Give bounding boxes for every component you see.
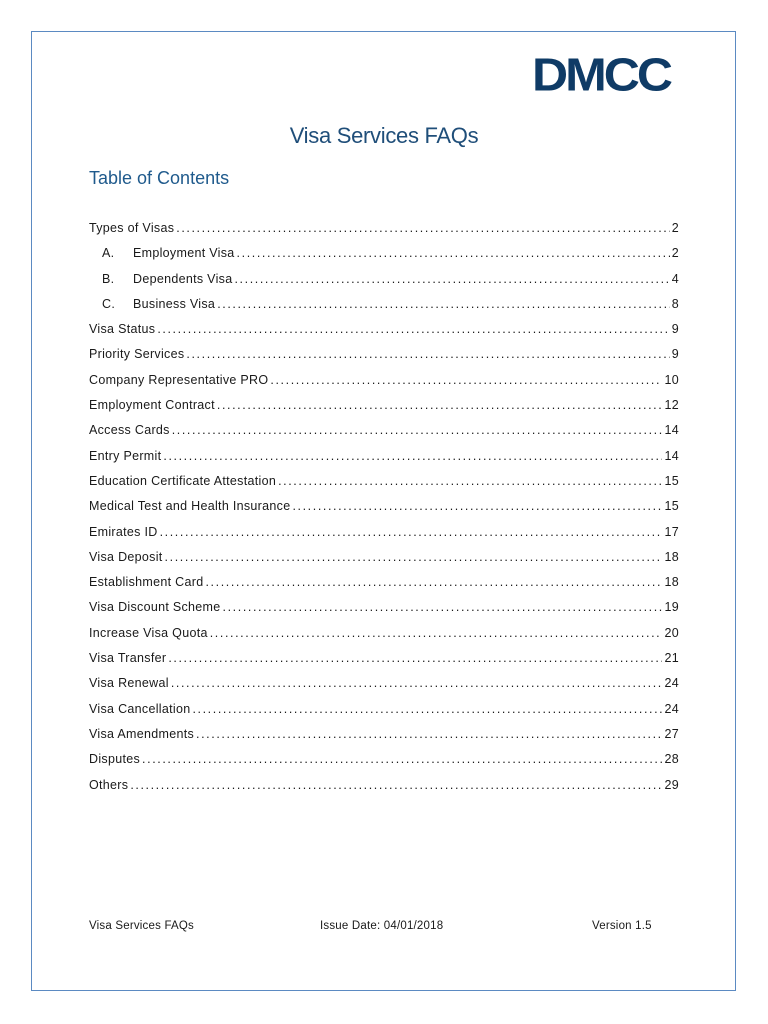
toc-entry-page: 9 [671, 347, 679, 362]
toc-entry[interactable] [89, 651, 679, 676]
toc-entry[interactable] [89, 246, 679, 271]
toc-entry[interactable] [89, 626, 679, 651]
toc-entry[interactable] [89, 676, 679, 701]
toc-entry[interactable] [89, 449, 679, 474]
dmcc-logo: DMCC [532, 49, 670, 101]
toc-entry-text: Visa Status [89, 322, 156, 337]
toc-entry[interactable] [89, 423, 679, 448]
toc-dot-leader [196, 727, 662, 741]
toc-entry[interactable] [89, 272, 679, 297]
toc-entry-label [89, 499, 290, 513]
toc-entry-letter: C. [102, 296, 116, 311]
toc-dot-leader [270, 373, 662, 387]
toc-entry-text: Priority Services [89, 347, 185, 362]
toc-entry[interactable] [89, 550, 679, 575]
toc-entry-text: Disputes [89, 752, 141, 767]
toc-entry-page: 20 [664, 625, 679, 640]
toc-entry-text: Employment Contract [89, 398, 215, 413]
toc-entry[interactable] [89, 525, 679, 550]
toc-entry-page: 8 [671, 296, 679, 311]
toc-dot-leader [160, 525, 663, 539]
toc-entry-label [89, 272, 232, 286]
toc-dot-leader [192, 702, 662, 716]
toc-entry[interactable] [89, 727, 679, 752]
toc-entry-text: Visa Renewal [89, 676, 169, 691]
toc-entry-page: 2 [671, 221, 679, 235]
toc-entry-text: Visa Deposit [89, 549, 163, 564]
toc-dot-leader [278, 474, 662, 488]
toc-entry-label [89, 347, 184, 361]
toc-entry-label [89, 474, 276, 488]
toc-entry[interactable] [89, 575, 679, 600]
toc-entry[interactable] [89, 600, 679, 625]
toc-entry-text: Company Representative PRO [89, 372, 269, 387]
toc-entry-label [89, 525, 158, 539]
toc-entry-page: 21 [664, 651, 679, 666]
toc-entry-page: 2 [671, 246, 679, 261]
toc-entry[interactable] [89, 752, 679, 777]
toc-entry-page: 24 [664, 676, 679, 691]
toc-entry-letter: B. [102, 271, 115, 286]
toc-entry-page: 4 [671, 271, 679, 286]
toc-entry-text: Emirates ID [89, 524, 158, 539]
toc-entry-label [89, 727, 194, 741]
toc-dot-leader [217, 398, 663, 412]
toc-entry[interactable] [89, 322, 679, 347]
toc-entry-page: 19 [664, 600, 679, 615]
toc-entry-page: 24 [664, 701, 679, 716]
toc-dot-leader [142, 752, 662, 766]
toc-entry-label [89, 626, 208, 640]
toc-heading: Table of Contents [89, 168, 230, 188]
toc-entry-text: Access Cards [89, 423, 170, 438]
toc-entry[interactable] [89, 499, 679, 524]
toc-dot-leader [176, 221, 669, 235]
toc-entry-page: 18 [664, 549, 679, 564]
toc-entry-page: 15 [664, 473, 679, 488]
toc-dot-leader [210, 626, 663, 640]
toc-dot-leader [171, 676, 663, 690]
toc-entry-label [89, 600, 221, 614]
toc-entry-label [89, 676, 169, 690]
toc-entry[interactable] [89, 778, 679, 803]
toc-entry-label [89, 423, 170, 437]
toc-entry-text: Employment Visa [133, 246, 235, 261]
toc-entry-text: Visa Cancellation [89, 701, 191, 716]
toc-entry-label [89, 398, 215, 412]
toc-entry-label [89, 297, 215, 311]
toc-dot-leader [234, 272, 669, 286]
toc-entry[interactable] [89, 702, 679, 727]
toc-dot-leader [205, 575, 662, 589]
toc-dot-leader [292, 499, 662, 513]
toc-entry-text: Others [89, 777, 129, 792]
toc-entry-letter: A. [102, 246, 115, 261]
toc-entry-text: Visa Transfer [89, 651, 167, 666]
toc-entry-label [89, 221, 174, 235]
toc-entry-page: 29 [664, 777, 679, 792]
toc-entry-text: Entry Permit [89, 448, 162, 463]
toc-entry-label [89, 778, 128, 792]
toc-dot-leader [172, 423, 663, 437]
toc-dot-leader [165, 550, 663, 564]
toc-entry-text: Medical Test and Health Insurance [89, 499, 291, 514]
toc-entry-label [89, 246, 235, 260]
toc-entry-page: 18 [664, 575, 679, 590]
toc-entry-text: Establishment Card [89, 575, 204, 590]
toc-entry-page: 15 [664, 499, 679, 514]
toc-entry-page: 28 [664, 752, 679, 767]
document-title: Visa Services FAQs [289, 123, 479, 148]
toc-entry-text: Business Visa [133, 296, 216, 311]
toc-dot-leader [130, 778, 662, 792]
toc-dot-leader [237, 246, 670, 260]
toc-entry[interactable] [89, 373, 679, 398]
toc-entry[interactable] [89, 297, 679, 322]
toc-dot-leader [217, 297, 670, 311]
toc-entry-label [89, 575, 203, 589]
footer-version: Version 1.5 [592, 920, 652, 932]
toc-entry-page: 10 [664, 372, 679, 387]
toc-entry-label [89, 550, 163, 564]
toc-dot-leader [157, 322, 669, 336]
toc-entry[interactable] [89, 221, 679, 246]
toc-entry-page: 14 [664, 448, 679, 463]
toc-entry-page: 9 [671, 322, 679, 337]
toc-entry-page: 14 [664, 423, 679, 438]
toc-entry-text: Education Certificate Attestation [89, 473, 277, 488]
toc-entry-text: Visa Amendments [89, 726, 195, 741]
toc-entry-page: 12 [664, 398, 679, 413]
toc-entry-label [89, 373, 268, 387]
table-of-contents [89, 221, 679, 803]
toc-entry[interactable] [89, 347, 679, 372]
toc-entry-page: 17 [664, 524, 679, 539]
toc-entry-text: Types of Visas [89, 221, 175, 235]
toc-entry-label [89, 322, 155, 336]
toc-entry-label [89, 651, 166, 665]
footer-issue-date: Issue Date: 04/01/2018 [320, 920, 444, 932]
toc-entry-label [89, 752, 140, 766]
toc-entry[interactable] [89, 474, 679, 499]
toc-entry-text: Dependents Visa [133, 271, 233, 286]
toc-dot-leader [163, 449, 662, 463]
toc-dot-leader [186, 347, 669, 361]
toc-entry-label [89, 449, 161, 463]
toc-dot-leader [168, 651, 662, 665]
toc-dot-leader [223, 600, 663, 614]
toc-entry-text: Visa Discount Scheme [89, 600, 221, 615]
toc-entry-label [89, 702, 190, 716]
toc-entry-text: Increase Visa Quota [89, 625, 208, 640]
toc-entry[interactable] [89, 398, 679, 423]
toc-entry-page: 27 [664, 726, 679, 741]
footer-document-name: Visa Services FAQs [89, 920, 195, 932]
